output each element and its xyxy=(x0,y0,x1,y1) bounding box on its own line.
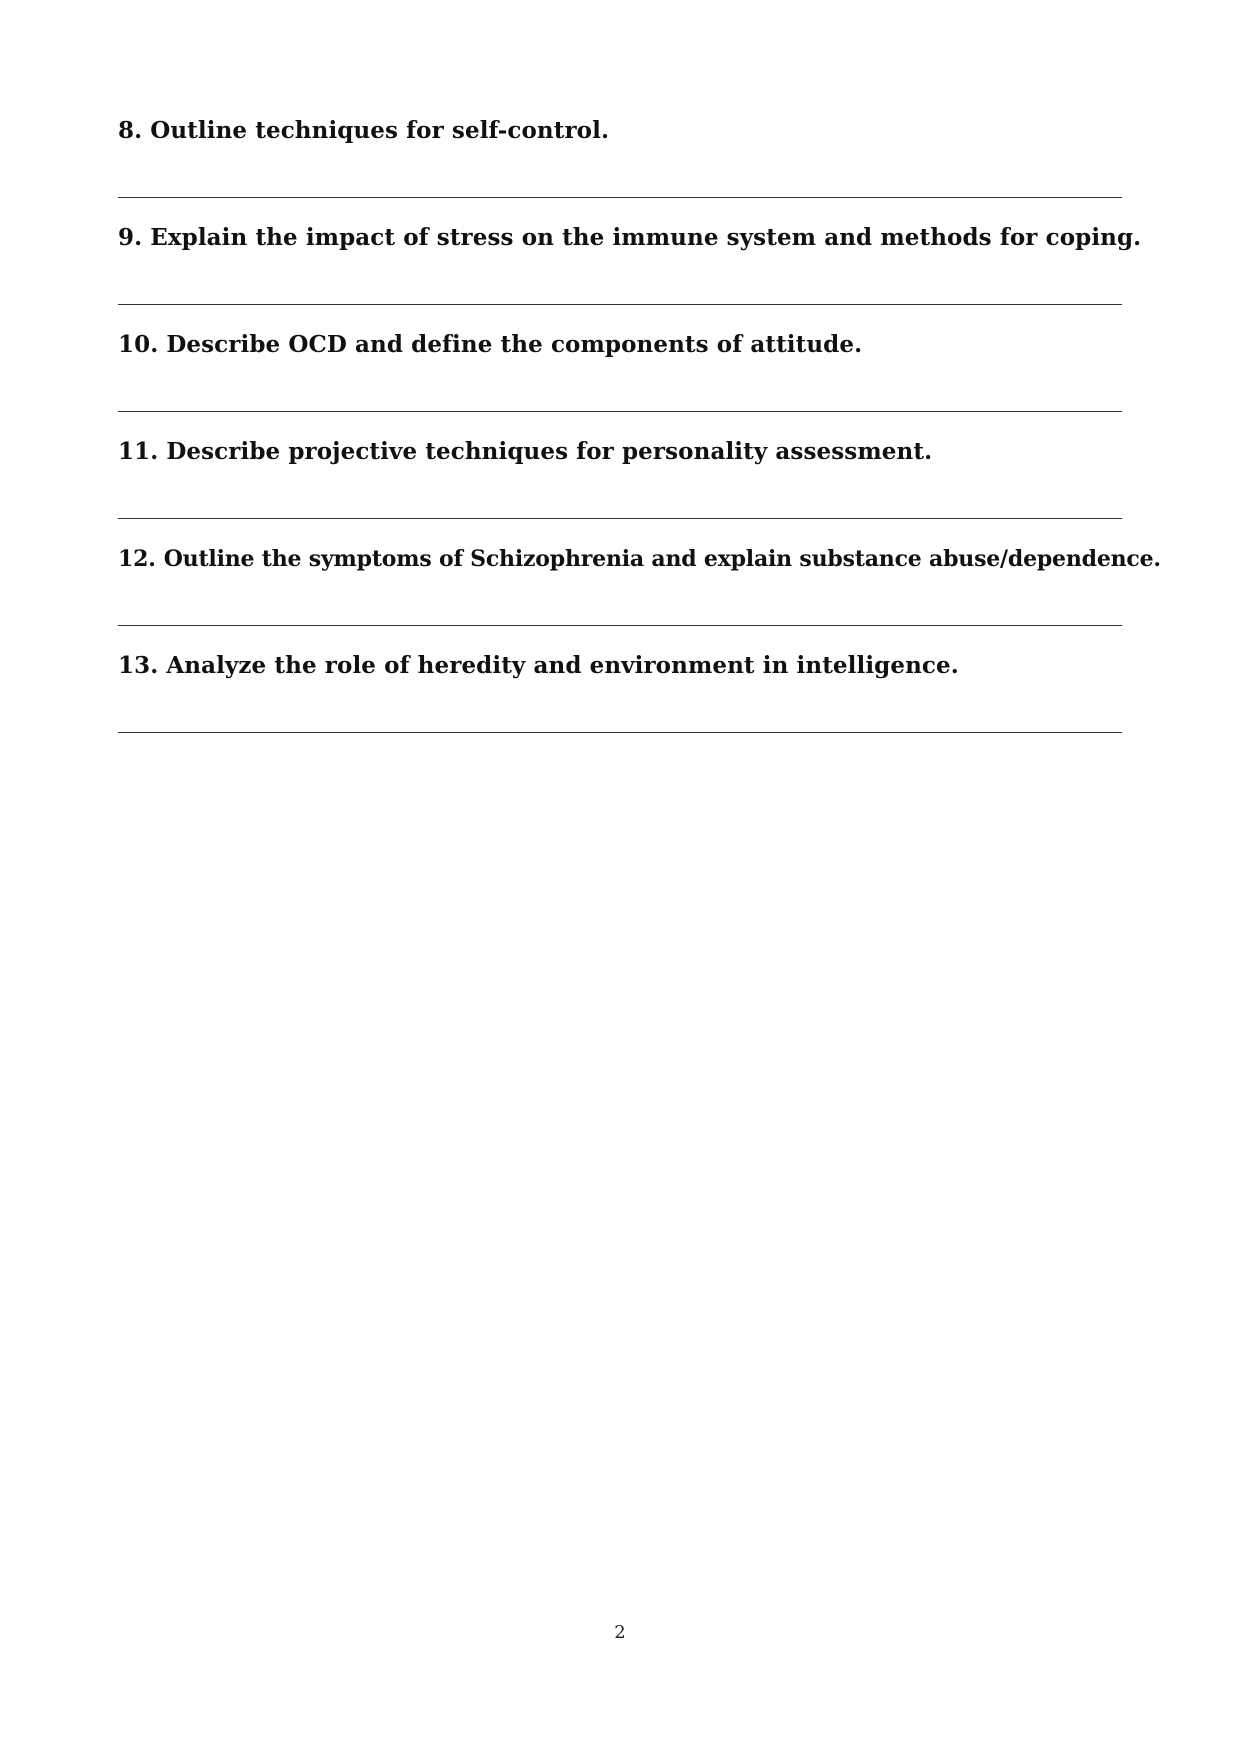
question-number: 11. xyxy=(118,438,159,465)
question-number: 13. xyxy=(118,652,159,679)
question-text xyxy=(118,330,862,360)
question-number: 8. xyxy=(118,117,143,144)
question-13 xyxy=(118,647,1122,754)
question-list xyxy=(118,112,1161,754)
question-8 xyxy=(118,112,1122,219)
question-number: 12. xyxy=(118,546,156,572)
answer-line[interactable] xyxy=(118,625,1122,626)
answer-line[interactable] xyxy=(118,732,1122,733)
question-number: 10. xyxy=(118,331,159,358)
question-text xyxy=(118,651,959,681)
question-12 xyxy=(118,540,1161,647)
answer-line[interactable] xyxy=(118,197,1122,198)
question-text xyxy=(118,223,1141,253)
answer-line[interactable] xyxy=(118,304,1122,305)
question-number: 9. xyxy=(118,224,143,251)
answer-line[interactable] xyxy=(118,411,1122,412)
question-text xyxy=(118,437,932,467)
question-prompt: Outline the symptoms of Schizophrenia and explain substance abuse/dependence. xyxy=(163,546,1161,572)
question-9 xyxy=(118,219,1142,326)
question-prompt: Describe OCD and define the components of attitude. xyxy=(166,331,863,358)
question-text xyxy=(118,116,609,146)
answer-line[interactable] xyxy=(118,518,1122,519)
question-prompt: Explain the impact of stress on the immune system and methods for coping. xyxy=(150,224,1142,251)
page-number: 2 xyxy=(614,1622,626,1643)
question-prompt: Outline techniques for self-control. xyxy=(150,117,610,144)
question-11 xyxy=(118,433,1122,540)
question-prompt: Describe projective techniques for personality assessment. xyxy=(166,438,933,465)
question-prompt: Analyze the role of heredity and environment in intelligence. xyxy=(166,652,959,679)
question-10 xyxy=(118,326,1122,433)
question-text xyxy=(118,544,1161,574)
